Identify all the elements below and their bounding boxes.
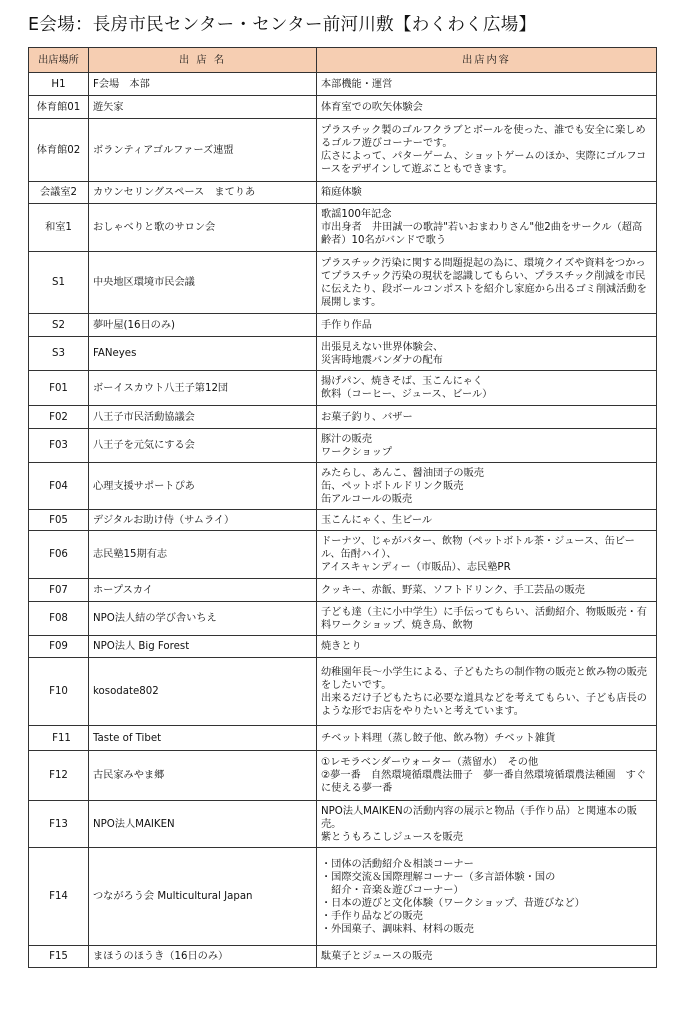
table-row (29, 848, 657, 946)
row-location: F09 (29, 636, 89, 658)
row-location: 体育館01 (29, 96, 89, 119)
row-name: 八王子を元気にする会 (89, 429, 317, 463)
row-detail: クッキー、赤飯、野菜、ソフトドリンク、手工芸品の販売 (317, 579, 657, 602)
table-row (29, 510, 657, 531)
table-row (29, 801, 657, 848)
row-name: NPO法人MAIKEN (89, 801, 317, 848)
row-location: 和室1 (29, 204, 89, 252)
table-row (29, 658, 657, 726)
row-detail: ドーナツ、じゃがバター、飲物（ペットボトル茶・ジュース、缶ビール、缶酎ハイ）、 アイスキャンディー（市販品）、志民塾PR (317, 531, 657, 579)
row-name: NPO法人 Big Forest (89, 636, 317, 658)
row-location: S1 (29, 252, 89, 314)
row-location: F02 (29, 406, 89, 429)
row-name: 中央地区環境市民会議 (89, 252, 317, 314)
row-location: S2 (29, 314, 89, 337)
table-row (29, 636, 657, 658)
table-row (29, 579, 657, 602)
row-name: FANeyes (89, 337, 317, 371)
table-row (29, 751, 657, 801)
table-header-row (29, 48, 657, 73)
page-title: E会場：長房市民センター・センター前河川敷【わくわく広場】 (28, 15, 537, 35)
row-detail: 豚汁の販売 ワークショップ (317, 429, 657, 463)
row-detail: 玉こんにゃく、生ビール (317, 510, 657, 531)
row-detail: 駄菓子とジュースの販売 (317, 946, 657, 968)
row-location: 体育館02 (29, 119, 89, 182)
row-detail: お菓子釣り、バザー (317, 406, 657, 429)
row-name: 心理支援サポートぴあ (89, 463, 317, 510)
row-name: kosodate802 (89, 658, 317, 726)
booth-table (28, 47, 657, 968)
row-detail: みたらし、あんこ、醤油団子の販売 缶、ペットボトルドリンク販売 缶アルコールの販売 (317, 463, 657, 510)
row-detail: 子ども達（主に小中学生）に手伝ってもらい、活動紹介、物販販売・有料ワークショップ、焼き鳥、飲物 (317, 602, 657, 636)
table-row (29, 946, 657, 968)
row-detail: プラスチック汚染に関する問題提起の為に、環境クイズや資料をつかってプラスチック汚染の現状を認識してもらい、プラスチック削減を市民に伝えたり、段ボールコンポストを紹介し家庭から出るゴミ削減活動を展開します。 (317, 252, 657, 314)
row-location: 会議室2 (29, 182, 89, 204)
row-location: F04 (29, 463, 89, 510)
row-name: F会場 本部 (89, 73, 317, 96)
header-location: 出店場所 (29, 48, 89, 73)
row-name: Taste of Tibet (89, 726, 317, 751)
row-name: 志民塾15期有志 (89, 531, 317, 579)
table-row (29, 602, 657, 636)
row-location: F12 (29, 751, 89, 801)
table-row (29, 314, 657, 337)
row-location: F08 (29, 602, 89, 636)
table-row (29, 182, 657, 204)
row-detail: 体育室での吹矢体験会 (317, 96, 657, 119)
row-location: F06 (29, 531, 89, 579)
row-location: F15 (29, 946, 89, 968)
row-name: 夢叶屋(16日のみ) (89, 314, 317, 337)
row-name: カウンセリングスペース まてりあ (89, 182, 317, 204)
row-name: おしゃべりと歌のサロン会 (89, 204, 317, 252)
table-row (29, 463, 657, 510)
row-location: S3 (29, 337, 89, 371)
table-row (29, 429, 657, 463)
row-name: 遊矢家 (89, 96, 317, 119)
row-detail: NPO法人MAIKENの活動内容の展示と物品（手作り品）と関連本の販売。 紫とうもろこしジュースを販売 (317, 801, 657, 848)
row-location: F14 (29, 848, 89, 946)
row-name: つながろう会 Multicultural Japan (89, 848, 317, 946)
row-location: F11 (29, 726, 89, 751)
table-row (29, 726, 657, 751)
row-detail: ・団体の活動紹介＆相談コーナー ・国際交流＆国際理解コーナー（多言語体験・国の 紹介・音楽＆遊びコーナー） ・日本の遊びと文化体験（ワークショップ、昔遊びなど） ・手作り品などの販売 ・外国菓子、調味料、材料の販売 (317, 848, 657, 946)
header-name: 出 店 名 (89, 48, 317, 73)
table-row (29, 73, 657, 96)
row-name: デジタルお助け侍（サムライ） (89, 510, 317, 531)
row-name: 八王子市民活動協議会 (89, 406, 317, 429)
row-detail: ①レモラベンダーウォーター（蒸留水） その他 ②夢一番 自然環境循環農法冊子 夢一番自然環境循環農法種園 すぐに使える夢一番 (317, 751, 657, 801)
row-detail: 箱庭体験 (317, 182, 657, 204)
table-row (29, 204, 657, 252)
header-content: 出店内容 (317, 48, 657, 73)
row-name: ボランティアゴルファーズ連盟 (89, 119, 317, 182)
row-location: F07 (29, 579, 89, 602)
row-location: H1 (29, 73, 89, 96)
table-row (29, 406, 657, 429)
table-row (29, 337, 657, 371)
row-detail: 出張見えない世界体験会、 災害時地震バンダナの配布 (317, 337, 657, 371)
row-detail: 歌謡100年記念 市出身者 井田誠一の歌詩"若いおまわりさん"他2曲をサークル（超高齢者）10名がバンドで歌う (317, 204, 657, 252)
row-name: ボーイスカウト八王子第12団 (89, 371, 317, 406)
row-location: F10 (29, 658, 89, 726)
row-detail: 揚げパン、焼きそば、玉こんにゃく 飲料（コーヒー、ジュース、ビール） (317, 371, 657, 406)
table-row (29, 119, 657, 182)
row-location: F05 (29, 510, 89, 531)
row-name: NPO法人結の学び舎いちえ (89, 602, 317, 636)
row-detail: 本部機能・運営 (317, 73, 657, 96)
row-detail: 焼きとり (317, 636, 657, 658)
row-detail: 手作り作品 (317, 314, 657, 337)
row-name: ホープスカイ (89, 579, 317, 602)
row-detail: 幼稚園年長～小学生による、子どもたちの制作物の販売と飲み物の販売をしたいです。 出来るだけ子どもたちに必要な道具などを考えてもらい、子ども店長のような形でお店をやりたいと考えています。 (317, 658, 657, 726)
row-location: F03 (29, 429, 89, 463)
table-row (29, 252, 657, 314)
row-name: 古民家みやま郷 (89, 751, 317, 801)
row-detail: チベット料理（蒸し餃子他、飲み物）チベット雑貨 (317, 726, 657, 751)
row-location: F13 (29, 801, 89, 848)
row-location: F01 (29, 371, 89, 406)
row-detail: プラスチック製のゴルフクラブとボールを使った、誰でも安全に楽しめるゴルフ遊びコーナーです。 広さによって、パターゲーム、ショットゲームのほか、実際にゴルフコースをデザインして遊ぶこともできます。 (317, 119, 657, 182)
table-row (29, 96, 657, 119)
table-row (29, 371, 657, 406)
row-name: まほうのほうき（16日のみ） (89, 946, 317, 968)
table-row (29, 531, 657, 579)
